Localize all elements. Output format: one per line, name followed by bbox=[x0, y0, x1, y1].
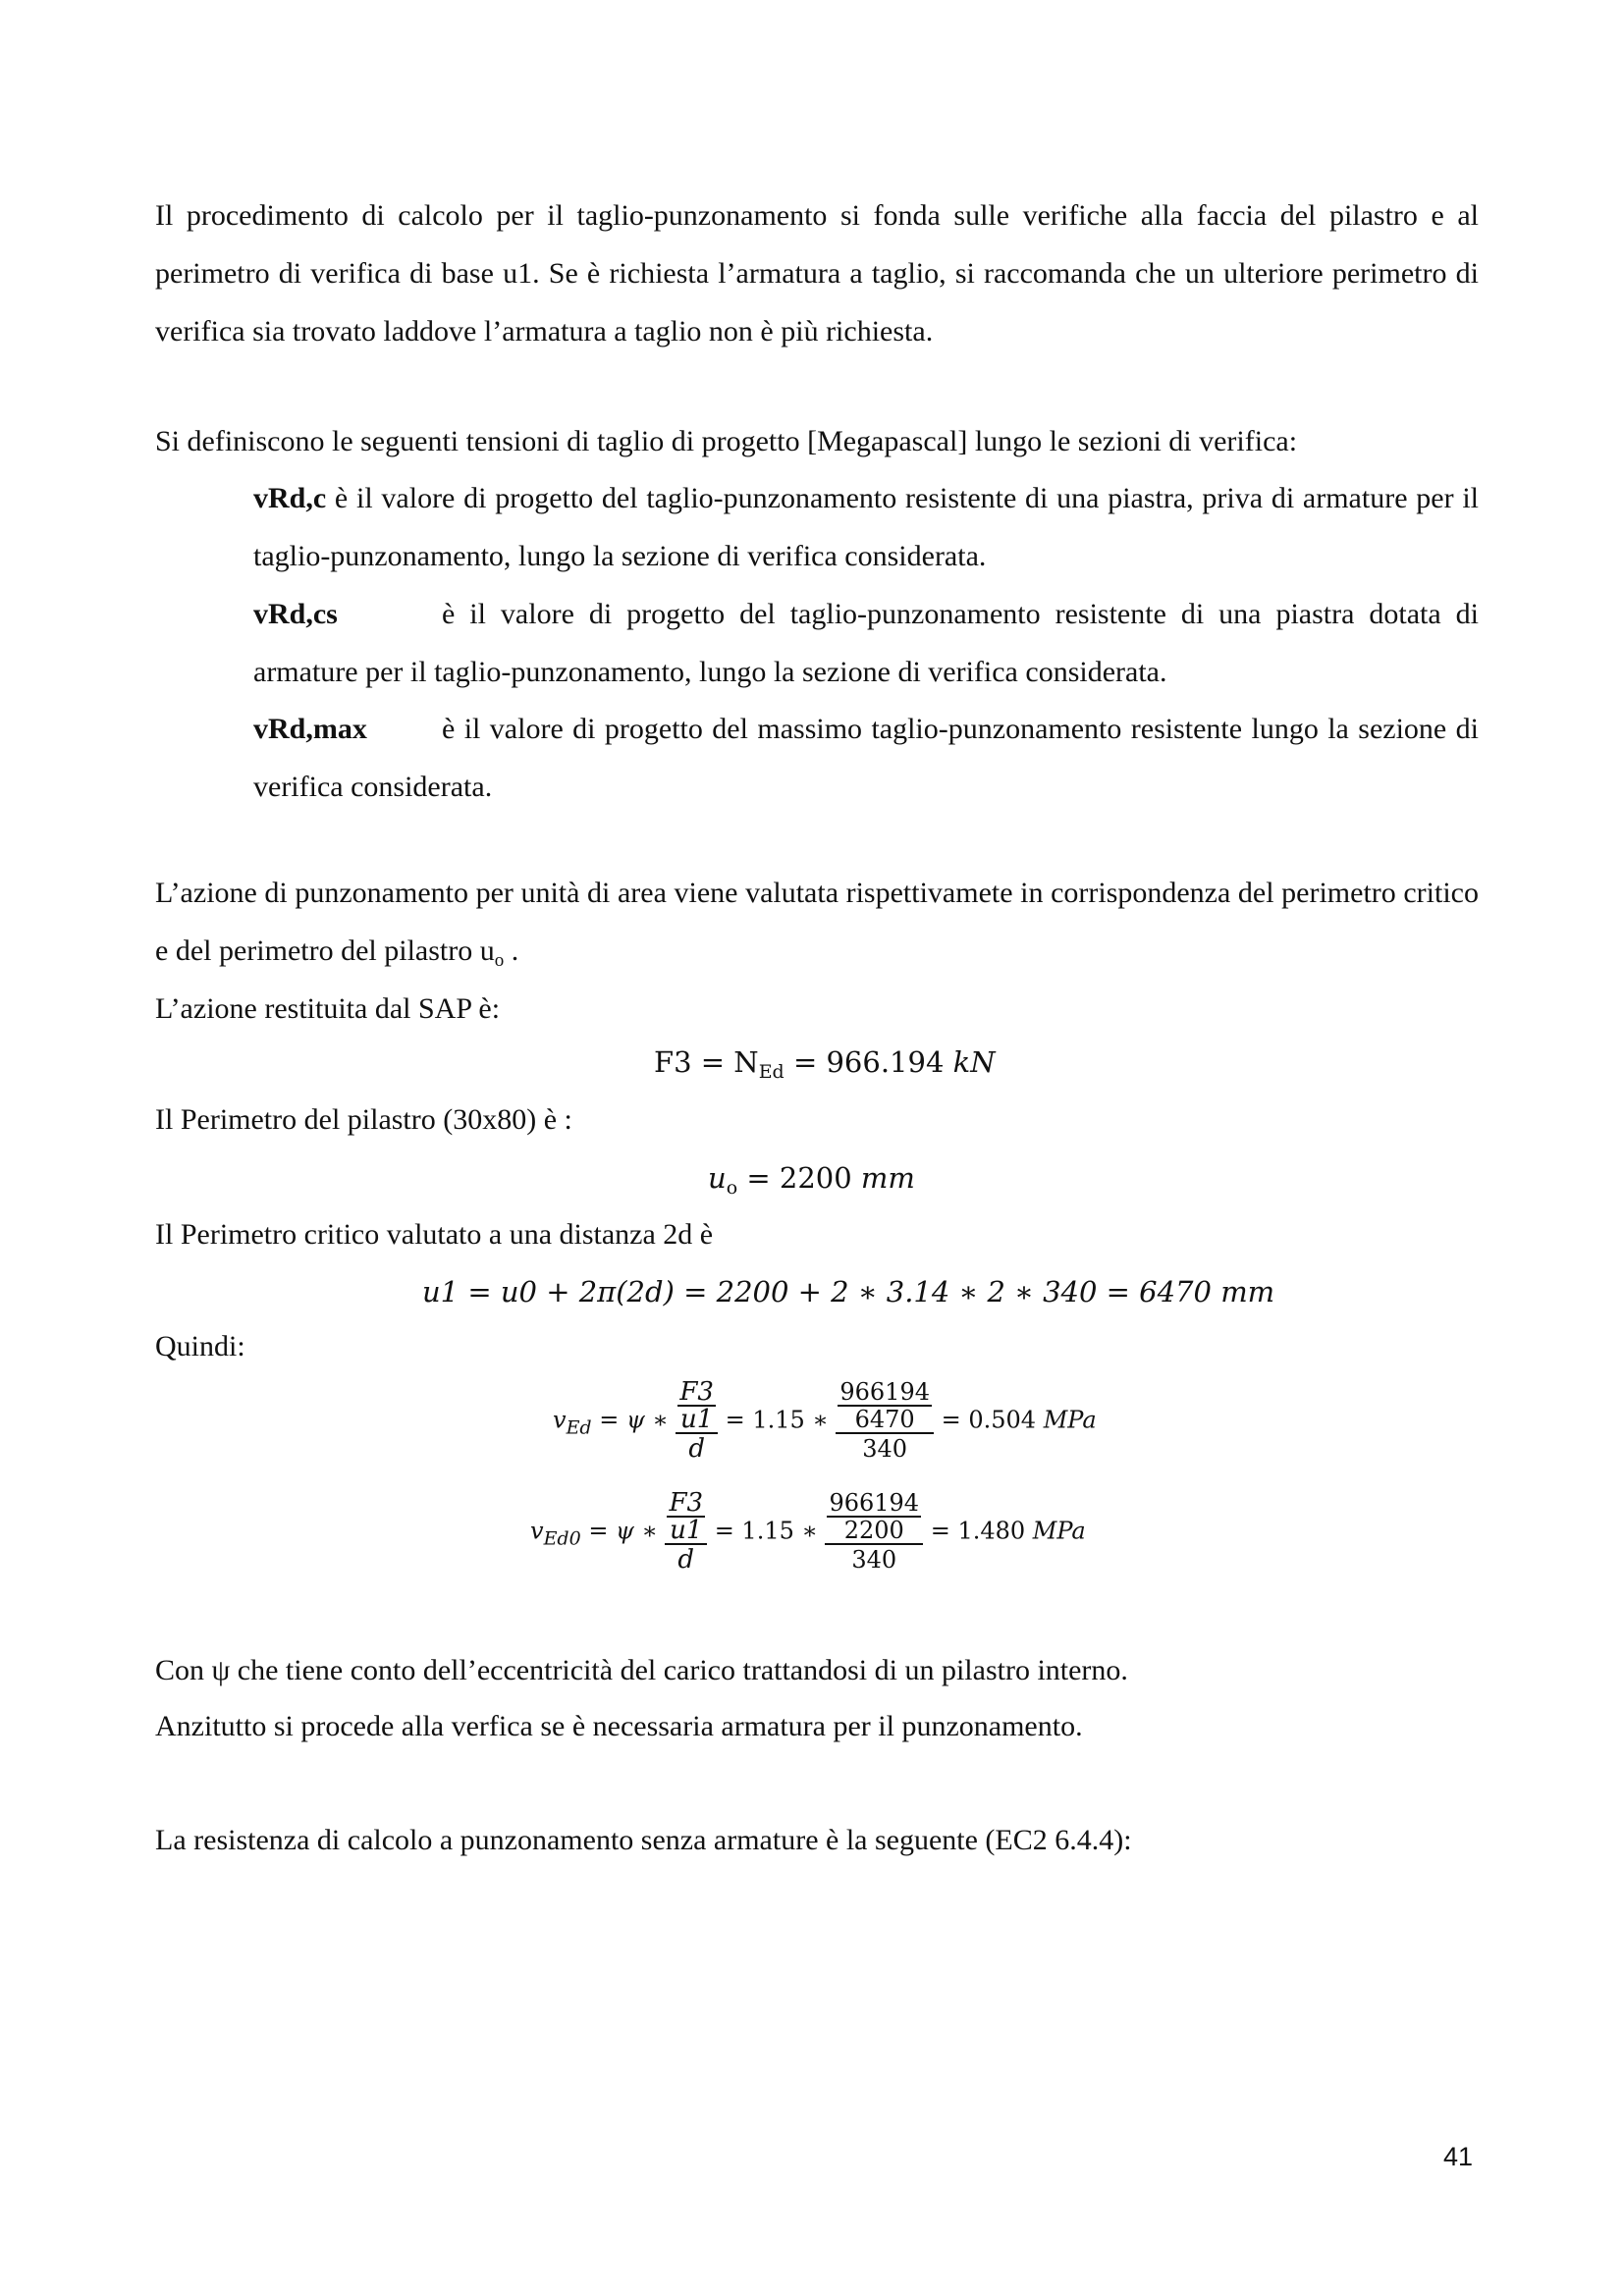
equation-ved-u1: u1 bbox=[680, 1405, 714, 1434]
equation-f3-rhs: = 966.194 bbox=[784, 1045, 953, 1079]
equation-ved0-n2: 966194 bbox=[829, 1489, 920, 1517]
equation-ved-d: d bbox=[688, 1434, 705, 1464]
equation-ved-result: = 0.504 bbox=[941, 1406, 1044, 1434]
definition-text-vrdmax: è il valore di progetto del massimo taglio-punzonamento resistente lungo la sezione di verifica considerata. bbox=[253, 713, 1479, 803]
equation-u1 bbox=[422, 1272, 1274, 1311]
paragraph-punching-action-end: . bbox=[504, 934, 519, 967]
equation-ved0-m2: 2200 bbox=[843, 1517, 904, 1544]
equation-ved0-psi: = ψ ∗ bbox=[580, 1517, 666, 1545]
definition-vrdcs bbox=[253, 585, 1479, 701]
equation-ved-coef: = 1.15 ∗ bbox=[725, 1406, 837, 1434]
equation-ved-inner-fraction bbox=[677, 1379, 716, 1432]
paragraph-intro: Il procedimento di calcolo per il taglio-punzonamento si fonda sulle verifiche alla faccia del pilastro e al perimetro di verifica di base u1. Se è richiesta l’armatura a taglio, si raccomanda che un ulteriore perimetro di verifica sia trovato laddove l’armatura a taglio non è più richiesta. bbox=[155, 199, 1479, 347]
definition-text-vrdcs: è il valore di progetto del taglio-punzonamento resistente di una piastra dotata di armature per il taglio-punzonamento, lungo la sezione di verifica considerata. bbox=[253, 598, 1479, 688]
equation-ved-numeric-inner bbox=[838, 1379, 932, 1432]
equation-ved0-numeric-num bbox=[825, 1490, 923, 1545]
equation-ved0-outer-fraction bbox=[665, 1490, 707, 1575]
equation-f3-sub: Ed bbox=[758, 1061, 784, 1083]
equation-f3-unit: kN bbox=[952, 1045, 996, 1079]
equation-ved0-numeric-fraction bbox=[825, 1490, 923, 1575]
equation-ved-outer-num bbox=[676, 1379, 718, 1434]
equation-ved0-numeric-inner bbox=[827, 1490, 921, 1543]
equation-ved0-result: = 1.480 bbox=[930, 1517, 1033, 1545]
paragraph-definitions-intro: Si definiscono le seguenti tensioni di taglio di progetto [Megapascal] lungo le sezioni di verifica: bbox=[155, 425, 1298, 457]
paragraph-punching-action bbox=[155, 864, 1479, 989]
equation-u0 bbox=[708, 1158, 915, 1207]
equation-f3-lhs: F3 = N bbox=[654, 1045, 759, 1079]
definition-term-vrdcs: vRd,cs bbox=[253, 598, 338, 630]
paragraph-quindi: Quindi: bbox=[155, 1330, 245, 1362]
equation-u0-rhs: = 2200 bbox=[737, 1161, 861, 1195]
equation-ved0 bbox=[530, 1490, 1086, 1575]
equation-ved-d1: 340 bbox=[862, 1435, 908, 1463]
paragraph-punching-action-text: L’azione di punzonamento per unità di area viene valutata rispettivamete in corrispondenza del perimetro critico e del perimetro del pilastro u bbox=[155, 877, 1479, 967]
equation-u0-lhs: u bbox=[708, 1161, 727, 1195]
equation-ved0-sub: Ed0 bbox=[543, 1527, 581, 1550]
equation-ved0-label: v bbox=[530, 1517, 544, 1545]
paragraph-critical-perimeter: Il Perimetro critico valutato a una distanza 2d è bbox=[155, 1218, 714, 1251]
equation-ved-f3: F3 bbox=[679, 1377, 714, 1407]
equation-ved bbox=[553, 1379, 1097, 1464]
equation-ved-m1: 6470 bbox=[854, 1406, 915, 1433]
paragraph-resistance-intro: La resistenza di calcolo a punzonamento senza armature è la seguente (EC2 6.4.4): bbox=[155, 1824, 1132, 1856]
equation-ved0-f3: F3 bbox=[669, 1488, 704, 1518]
equation-ved0-d: d bbox=[677, 1545, 695, 1575]
equation-ved-outer-fraction bbox=[676, 1379, 718, 1464]
equation-ved0-coef: = 1.15 ∗ bbox=[714, 1517, 826, 1545]
equation-ved0-u1: u1 bbox=[670, 1516, 703, 1545]
paragraph-verification-note: Anzitutto si procede alla verfica se è necessaria armatura per il punzonamento. bbox=[155, 1710, 1083, 1742]
equation-ved-sub: Ed bbox=[566, 1416, 592, 1439]
definition-term-vrdc: vRd,c bbox=[253, 482, 327, 514]
equation-ved-numeric-num bbox=[836, 1379, 934, 1434]
equation-u0-unit: mm bbox=[860, 1161, 915, 1195]
equation-ved0-inner-fraction bbox=[667, 1490, 705, 1543]
equation-ved0-outer-num bbox=[665, 1490, 707, 1545]
paragraph-sap-action: L’azione restituita dal SAP è: bbox=[155, 992, 501, 1025]
paragraph-column-perimeter: Il Perimetro del pilastro (30x80) è : bbox=[155, 1103, 572, 1136]
equation-u0-sub: o bbox=[726, 1177, 738, 1199]
equation-u1-expression: u1 = u0 + 2π(2d) = 2200 + 2 ∗ 3.14 ∗ 2 ∗ 340 = 6470 bbox=[422, 1275, 1221, 1308]
equation-ved-numeric-fraction bbox=[836, 1379, 934, 1464]
equation-f3 bbox=[654, 1042, 996, 1092]
equation-ved0-d2: 340 bbox=[851, 1546, 897, 1574]
equation-ved0-unit: MPa bbox=[1032, 1517, 1086, 1545]
equation-ved-psi: = ψ ∗ bbox=[591, 1406, 676, 1434]
definition-vrdc bbox=[253, 469, 1479, 585]
definition-vrdmax bbox=[253, 700, 1479, 816]
equation-ved-label: v bbox=[553, 1406, 567, 1434]
definition-text-vrdc: è il valore di progetto del taglio-punzonamento resistente di una piastra, priva di armature per il taglio-punzonamento, lungo la sezione di verifica considerata. bbox=[253, 482, 1479, 572]
page-number: 41 bbox=[1443, 2142, 1474, 2171]
equation-ved-n1: 966194 bbox=[839, 1378, 930, 1406]
paragraph-psi-note: Con ψ che tiene conto dell’eccentricità del carico trattandosi di un pilastro interno. bbox=[155, 1654, 1128, 1686]
definition-term-vrdmax: vRd,max bbox=[253, 713, 367, 745]
equation-ved-unit: MPa bbox=[1043, 1406, 1097, 1434]
paragraph-punching-action-sub: o bbox=[494, 950, 505, 971]
equation-u1-unit: mm bbox=[1220, 1275, 1275, 1308]
